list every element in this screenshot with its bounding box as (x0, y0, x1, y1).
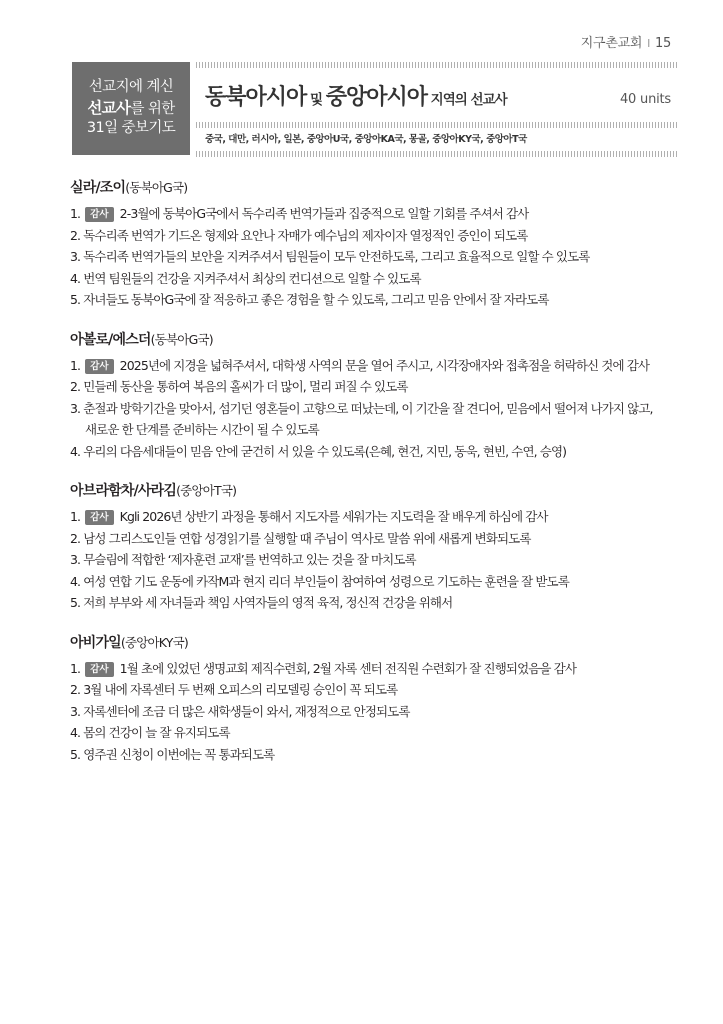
prayer-item-number: 3. (70, 703, 81, 719)
prayer-item-text: 3월 내에 자록센터 두 번째 오피스의 리모델링 승인이 꼭 되도록 (83, 682, 398, 697)
prayer-item-text: 춘절과 방학기간을 맞아서, 섬기던 영혼들이 고향으로 떠났는데, 이 기간을 잘 견디어, 믿음에서 떨어져 나가지 않고, (83, 400, 653, 416)
prayer-item (70, 203, 675, 225)
prayer-item (70, 441, 675, 463)
stripe-bottom (196, 151, 677, 157)
title-and: 및 (306, 92, 326, 108)
missionary-section (70, 176, 675, 311)
missionary-section (70, 631, 675, 766)
prayer-item-number: 3. (70, 552, 81, 567)
missionary-name: 아비가일 (70, 634, 121, 651)
prayer-item (70, 398, 675, 441)
prayer-item (70, 246, 675, 268)
prayer-item-text: Kgli 2026년 상반기 과정을 통해서 지도자를 세워가는 지도력을 잘 배우게 하심에 감사 (119, 509, 548, 524)
prayer-item-continuation: 새로운 한 단계를 준비하는 시간이 될 수 있도록 (85, 422, 319, 437)
prayer-item-number: 5. (70, 595, 81, 610)
missionary-name-heading (70, 479, 675, 503)
banner-line-2-rest: 를 위한 (130, 100, 175, 117)
missionary-name: 아볼로/에스더 (70, 331, 151, 348)
prayer-item-text: 남성 그리스도인들 연합 성경읽기를 실행할 때 주님이 역사로 말씀 위에 새롭게 변화되도록 (83, 530, 531, 546)
missionary-name-heading (70, 176, 675, 200)
thanks-badge: 감사 (85, 359, 113, 374)
missionary-region: (중앙아T국) (176, 483, 237, 498)
prayer-item (70, 592, 675, 614)
missionary-section (70, 479, 675, 614)
prayer-content (70, 176, 675, 782)
prayer-item-text: 독수리족 번역가들의 보안을 지켜주셔서 팀원들이 모두 안전하도록, 그리고 효율적으로 일할 수 있도록 (83, 249, 590, 264)
prayer-item-number: 5. (70, 746, 81, 762)
country-list: 중국, 대만, 러시아, 일본, 중앙아U국, 중앙아KA국, 몽골, 중앙아KY국, 중앙아T국 (205, 134, 527, 145)
prayer-item-text: 자록센터에 조금 더 많은 새학생들이 와서, 재정적으로 안정되도록 (83, 703, 410, 719)
prayer-item (70, 571, 675, 593)
units-count: 40 units (619, 92, 671, 107)
missionary-region: (동북아G국) (125, 180, 188, 195)
prayer-item-text: 몸의 건강이 늘 잘 유지되도록 (83, 725, 230, 740)
prayer-item-text: 번역 팀원들의 건강을 지켜주셔서 최상의 컨디션으로 일할 수 있도록 (83, 270, 421, 286)
prayer-item (70, 376, 675, 398)
prayer-item (70, 744, 675, 766)
prayer-item-text: 2025년에 지경을 넓혀주셔서, 대학생 사역의 문을 열어 주시고, 시각장애자와 접촉점을 허락하신 것에 감사 (119, 357, 650, 373)
stripe-middle (196, 122, 677, 128)
missionary-region: (동북아G국) (150, 331, 213, 347)
missionary-name: 아브라함차/사라김 (70, 483, 177, 499)
prayer-item-number: 1. (70, 660, 81, 676)
prayer-item-text: 저희 부부와 세 자녀들과 책임 사역자들의 영적 육적, 정신적 건강을 위해서 (83, 595, 453, 610)
prayer-banner-box (72, 62, 190, 155)
prayer-item-number: 2. (70, 379, 81, 394)
missionary-region: (중앙아KY국) (120, 634, 188, 650)
prayer-item-text: 1월 초에 있었던 생명교회 제직수련회, 2월 자록 센터 전직원 수련회가 잘 진행되었음을 감사 (119, 660, 577, 676)
title-suffix: 지역의 선교사 (426, 92, 507, 108)
thanks-badge: 감사 (85, 207, 113, 222)
banner-line-3: 31일 중보기도 (86, 120, 176, 137)
prayer-item-number: 4. (70, 270, 81, 286)
prayer-item (70, 225, 675, 247)
prayer-item-number: 3. (70, 400, 81, 416)
prayer-item-number: 1. (70, 357, 81, 373)
prayer-item-text: 우리의 다음세대들이 믿음 안에 굳건히 서 있을 수 있도록(은혜, 현건, 지민, 동욱, 현빈, 수연, 승영) (83, 443, 567, 459)
title-northeast-asia: 동북아시아 (205, 85, 307, 110)
banner-line-2-bold: 선교사 (87, 98, 131, 117)
title-area (205, 80, 677, 116)
prayer-item-text: 영주권 신청이 이번에는 꼭 통과되도록 (83, 746, 275, 762)
prayer-item-number: 1. (70, 206, 81, 221)
prayer-item-number: 1. (70, 509, 81, 524)
prayer-item (70, 701, 675, 723)
prayer-item-number: 2. (70, 682, 81, 697)
prayer-item (70, 528, 675, 550)
prayer-item-number: 4. (70, 443, 81, 459)
prayer-item-text: 2-3월에 동북아G국에서 독수리족 번역가들과 집중적으로 일할 기회를 주셔서 감사 (119, 206, 529, 221)
prayer-item-number: 3. (70, 249, 81, 264)
prayer-item-number: 2. (70, 530, 81, 546)
prayer-item (70, 355, 675, 377)
page-title (205, 80, 677, 111)
missionary-name: 실라/조이 (70, 180, 126, 196)
prayer-item (70, 549, 675, 571)
prayer-item-number: 2. (70, 227, 81, 243)
stripe-top (196, 62, 677, 68)
missionary-section (70, 328, 675, 463)
prayer-item-number: 4. (70, 573, 81, 589)
thanks-badge: 감사 (85, 662, 113, 677)
prayer-item (70, 658, 675, 680)
banner-line-1: 선교지에 계신 (88, 79, 174, 96)
page-number: 15 (655, 36, 671, 51)
page-header (581, 32, 671, 51)
prayer-item (70, 722, 675, 744)
prayer-item-text: 자녀들도 동북아G국에 잘 적응하고 좋은 경험을 할 수 있도록, 그리고 믿음 안에서 잘 자라도록 (83, 292, 549, 307)
missionary-name-heading (70, 328, 675, 352)
prayer-item-text: 여성 연합 기도 운동에 카작M과 현지 리더 부인들이 참여하여 성령으로 기도하는 훈련을 잘 받도록 (83, 573, 569, 589)
prayer-item-number: 4. (70, 725, 81, 740)
header-separator: I (647, 37, 651, 50)
banner-line-2 (87, 98, 174, 120)
prayer-item (70, 289, 675, 311)
prayer-item (70, 268, 675, 290)
missionary-name-heading (70, 631, 675, 655)
title-central-asia: 중앙아시아 (325, 85, 427, 110)
prayer-item-text: 민들레 동산을 통하여 복음의 홀씨가 더 많이, 멀리 퍼질 수 있도록 (83, 379, 408, 394)
thanks-badge: 감사 (85, 510, 113, 525)
prayer-item-text: 독수리족 번역가 기드온 형제와 요안나 자매가 예수님의 제자이자 열정적인 증인이 되도록 (83, 227, 528, 243)
prayer-item (70, 679, 675, 701)
prayer-item-number: 5. (70, 292, 81, 307)
prayer-item-text: 무슬림에 적합한 ‘제자훈련 교재’를 번역하고 있는 것을 잘 마치도록 (83, 552, 416, 567)
prayer-item (70, 506, 675, 528)
church-name: 지구촌교회 (580, 36, 643, 51)
